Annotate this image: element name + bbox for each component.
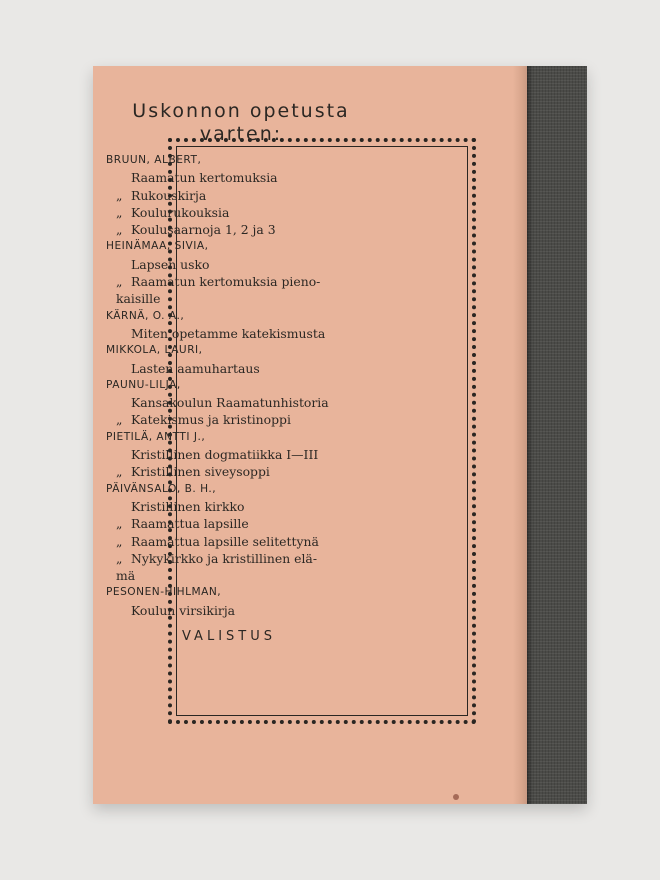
entry-text: Kansakoulun Raamatunhistoria: [131, 395, 329, 411]
ditto-mark: „: [116, 412, 123, 428]
author-name: [106, 152, 376, 169]
book-title: [106, 394, 376, 411]
entry-text: Raamattua lapsille selitettynä: [131, 533, 319, 549]
book-title: [106, 187, 376, 204]
author-name: [106, 308, 376, 325]
ditto-mark: „: [116, 550, 123, 566]
entry-text: MIKKOLA, LAURI,: [106, 344, 203, 357]
title-line-1: Uskonnon opetusta: [132, 100, 350, 122]
entry-text: PESONEN-HIHLMAN,: [106, 586, 222, 599]
entry-text: BRUUN, ALBERT,: [106, 154, 202, 166]
ditto-mark: „: [116, 222, 123, 238]
publisher-name: VALISTUS: [182, 629, 276, 645]
book-title: [106, 515, 376, 532]
entry-text: Lapsen usko: [131, 256, 210, 272]
entry-text: KÄRNÄ, O. A.,: [106, 309, 185, 322]
book-title: [106, 256, 376, 273]
entry-text: Raamattua lapsille: [131, 516, 249, 532]
ditto-mark: „: [116, 204, 123, 220]
ditto-mark: „: [116, 533, 123, 549]
book-title: [106, 169, 376, 186]
ditto-mark: „: [116, 516, 123, 532]
book-title: [106, 360, 376, 377]
book-title: [106, 602, 376, 619]
entry-text: Kristillinen kirkko: [131, 498, 245, 514]
entry-text: mä: [116, 568, 136, 584]
entry-text: Koulun virsikirja: [131, 602, 236, 618]
author-name: [106, 342, 376, 359]
entry-text: kaisille: [116, 291, 161, 307]
book-title: [106, 463, 376, 480]
book-title: [106, 550, 376, 567]
book-title: [106, 533, 376, 550]
author-name: [106, 481, 376, 498]
book-title: [106, 325, 376, 342]
entry-text: Rukouskirja: [131, 187, 207, 203]
author-name: [106, 429, 376, 446]
author-name: [106, 238, 376, 255]
entry-list: [106, 152, 376, 619]
list-title: [106, 100, 376, 146]
book-title: [106, 498, 376, 515]
title-continuation: [106, 290, 376, 307]
stain-mark: [453, 794, 459, 800]
book-title: [106, 221, 376, 238]
entry-text: HEINÄMAA, SIVIA,: [106, 240, 209, 253]
title-line-2: varten:: [199, 123, 283, 145]
entry-text: PÄIVÄNSALO, B. H.,: [106, 482, 217, 495]
ditto-mark: „: [116, 274, 123, 290]
ditto-mark: „: [116, 187, 123, 203]
entry-text: PIETILÄ, ANTTI J.,: [106, 430, 206, 443]
book-title: [106, 411, 376, 428]
entry-text: Raamatun kertomuksia pieno-: [131, 274, 321, 290]
entry-text: Nykykirkko ja kristillinen elä-: [131, 550, 318, 566]
entry-text: Raamatun kertomuksia: [131, 170, 278, 186]
entry-text: Kristillinen siveysoppi: [131, 464, 270, 480]
ditto-mark: „: [116, 464, 123, 480]
title-continuation: [106, 567, 376, 584]
cover-seam: [513, 66, 527, 804]
author-name: [106, 377, 376, 394]
entry-text: Katekismus ja kristinoppi: [131, 412, 291, 428]
entry-text: PAUNU-LILJA,: [106, 378, 181, 391]
entry-text: Lasten aamuhartaus: [131, 360, 260, 376]
entry-text: Koulusaarnoja 1, 2 ja 3: [131, 222, 276, 238]
book-list: [106, 100, 376, 644]
book-title: [106, 446, 376, 463]
entry-text: Miten opetamme katekismusta: [131, 325, 326, 341]
book-title: [106, 273, 376, 290]
author-name: [106, 584, 376, 601]
spine-shadow: [527, 66, 533, 804]
entry-text: Kristillinen dogmatiikka I—III: [131, 447, 319, 463]
cloth-spine: [527, 66, 587, 804]
entry-text: Koulurukouksia: [131, 204, 230, 220]
book-title: [106, 204, 376, 221]
